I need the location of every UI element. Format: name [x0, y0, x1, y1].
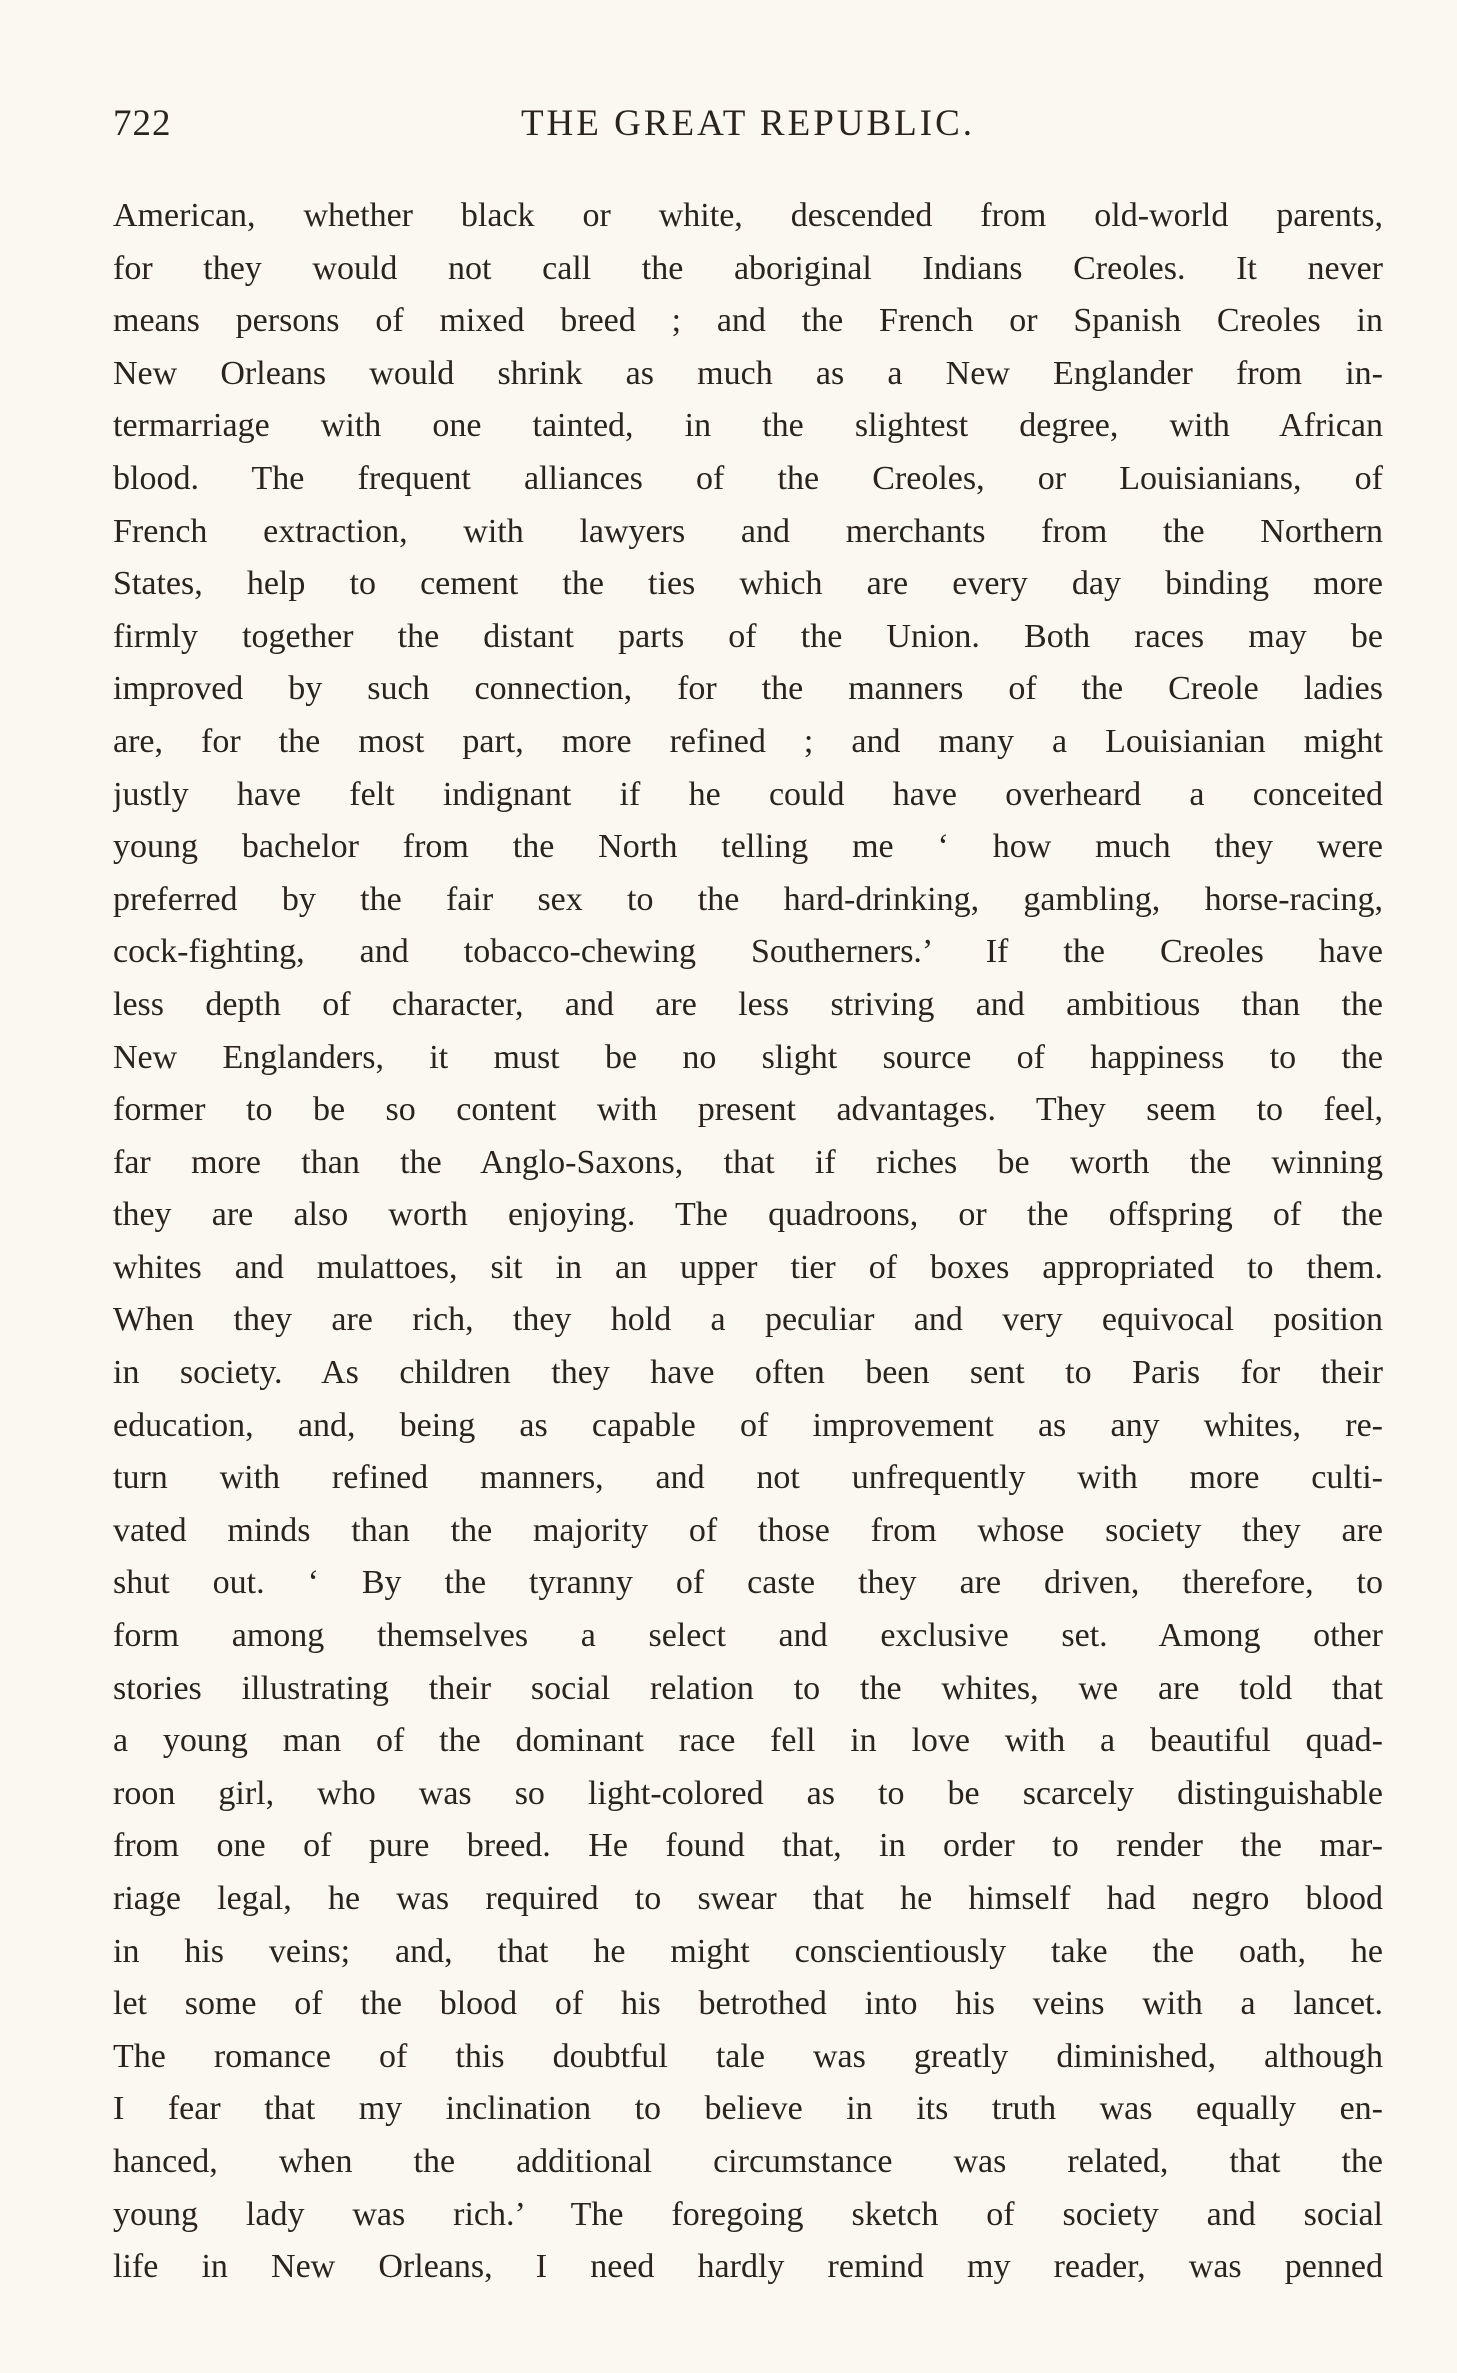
text-line: for they would not call the aboriginal Indians Creoles. It never [113, 249, 1383, 287]
body-text [113, 190, 1383, 2294]
text-line: less depth of character, and are less striving and ambitious than the [113, 985, 1383, 1023]
text-line: improved by such connection, for the manners of the Creole ladies [113, 670, 1383, 708]
text-line: roon girl, who was so light-colored as to be scarcely distinguishable [113, 1774, 1383, 1812]
page-header [113, 102, 1383, 162]
text-line: they are also worth enjoying. The quadroons, or the offspring of the [113, 1196, 1383, 1234]
text-line: shut out. ‘ By the tyranny of caste they are driven, therefore, to [113, 1564, 1383, 1602]
page-number: 722 [113, 103, 172, 144]
text-line: French extraction, with lawyers and merchants from the Northern [113, 512, 1383, 550]
text-line: form among themselves a select and exclusive set. Among other [113, 1617, 1383, 1655]
text-line: I fear that my inclination to believe in its truth was equally en- [113, 2090, 1383, 2128]
text-line: means persons of mixed breed ; and the French or Spanish Creoles in [113, 302, 1383, 340]
text-line: termarriage with one tainted, in the slightest degree, with African [113, 407, 1383, 445]
running-head: THE GREAT REPUBLIC. [520, 103, 976, 144]
text-line: in his veins; and, that he might conscientiously take the oath, he [113, 1932, 1383, 1970]
text-line: are, for the most part, more refined ; and many a Louisianian might [113, 722, 1383, 760]
text-line: hanced, when the additional circumstance was related, that the [113, 2142, 1383, 2180]
text-line: justly have felt indignant if he could have overheard a conceited [113, 775, 1383, 813]
text-line: New Englanders, it must be no slight source of happiness to the [113, 1038, 1383, 1076]
text-line: States, help to cement the ties which are every day binding more [113, 565, 1383, 603]
text-line: far more than the Anglo-Saxons, that if riches be worth the winning [113, 1143, 1383, 1181]
text-line: vated minds than the majority of those from whose society they are [113, 1511, 1383, 1549]
text-line: stories illustrating their social relation to the whites, we are told that [113, 1669, 1383, 1707]
text-line: young lady was rich.’ The foregoing sketch of society and social [113, 2195, 1383, 2233]
text-line: riage legal, he was required to swear that he himself had negro blood [113, 1880, 1383, 1917]
text-line: former to be so content with present advantages. They seem to feel, [113, 1091, 1383, 1129]
text-line: firmly together the distant parts of the Union. Both races may be [113, 617, 1383, 655]
text-line: blood. The frequent alliances of the Creoles, or Louisianians, of [113, 459, 1383, 497]
text-line: from one of pure breed. He found that, in order to render the mar- [113, 1827, 1383, 1865]
text-line: preferred by the fair sex to the hard-drinking, gambling, horse-racing, [113, 880, 1383, 918]
text-line: When they are rich, they hold a peculiar and very equivocal position [113, 1301, 1383, 1339]
text-line: education, and, being as capable of improvement as any whites, re- [113, 1406, 1383, 1444]
text-line: turn with refined manners, and not unfrequently with more culti- [113, 1459, 1383, 1497]
text-line: a young man of the dominant race fell in love with a beautiful quad- [113, 1722, 1383, 1760]
text-line: life in New Orleans, I need hardly remind my reader, was penned [113, 2248, 1383, 2286]
text-line: The romance of this doubtful tale was greatly diminished, although [113, 2037, 1383, 2075]
text-line: whites and mulattoes, sit in an upper tier of boxes appropriated to them. [113, 1248, 1383, 1286]
text-line: New Orleans would shrink as much as a New Englander from in- [113, 354, 1383, 392]
text-line: young bachelor from the North telling me ‘ how much they were [113, 828, 1383, 866]
text-line: American, whether black or white, descended from old-world parents, [113, 197, 1383, 234]
text-line: let some of the blood of his betrothed into his veins with a lancet. [113, 1985, 1383, 2023]
text-line: in society. As children they have often been sent to Paris for their [113, 1354, 1383, 1392]
text-line: cock-fighting, and tobacco-chewing Southerners.’ If the Creoles have [113, 933, 1383, 971]
